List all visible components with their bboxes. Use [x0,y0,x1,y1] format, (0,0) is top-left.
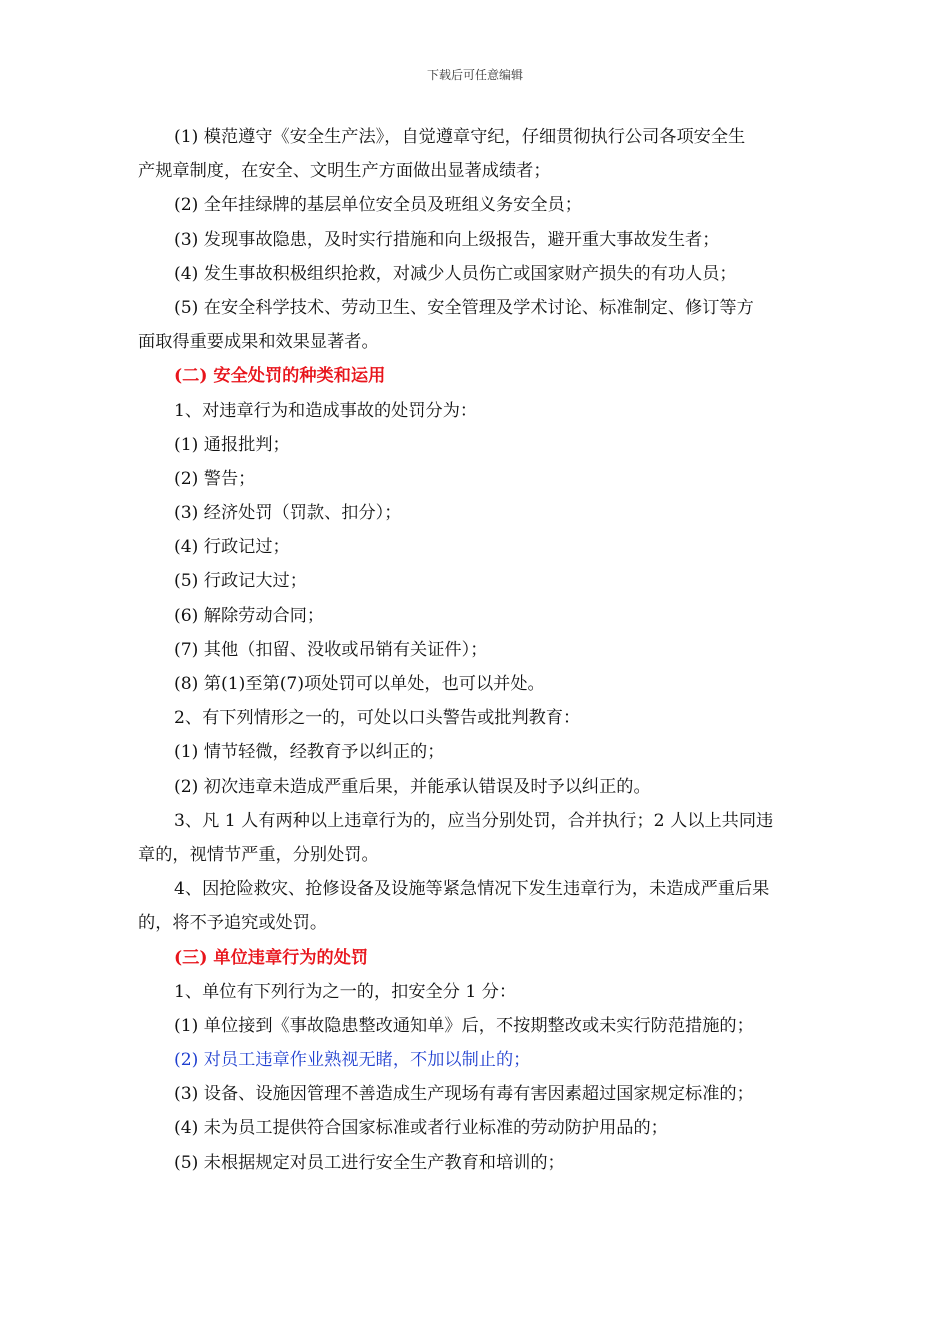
text-line: (7) 其他（扣留、没收或吊销有关证件）； [174,639,488,660]
text-line: (1) 模范遵守《安全生产法》，自觉遵章守纪，仔细贯彻执行公司各项安全生 [174,127,746,147]
text-line: 2、有下列情形之一的，可处以口头警告或批判教育： [174,708,581,729]
text-line: 章的，视情节严重，分别处罚。 [138,844,379,865]
text-line: 1、单位有下列行为之一的，扣安全分 1 分： [174,981,517,1002]
text-line: (1) 单位接到《事故隐患整改通知单》后，不按期整改或未实行防范措施的； [174,1015,754,1036]
text-line: 3、凡 1 人有两种以上违章行为的，应当分别处罚，合并执行；2 人以上共同违 [174,810,774,831]
section-heading: (三) 单位违章行为的处罚 [174,947,369,968]
text-line: (3) 经济处罚（罚款、扣分）； [174,503,402,524]
text-line: 4、因抢险救灾、抢修设备及设施等紧急情况下发生违章行为，未造成严重后果 [174,879,770,900]
text-line: (3) 发现事故隐患，及时实行措施和向上级报告，避开重大事故发生者； [174,229,720,250]
text-line: (2) 对员工违章作业熟视无睹，不加以制止的； [174,1050,531,1071]
text-line: (3) 设备、设施因管理不善造成生产现场有毒有害因素超过国家规定标准的； [174,1084,754,1105]
text-line: 产规章制度，在安全、文明生产方面做出显著成绩者； [138,161,551,182]
text-line: 1、对违章行为和造成事故的处罚分为： [174,400,478,421]
text-line: (2) 警告； [174,468,256,489]
text-line: (4) 未为员工提供符合国家标准或者行业标准的劳动防护用品的； [174,1118,668,1139]
text-line: (2) 全年挂绿牌的基层单位安全员及班组义务安全员； [174,195,582,216]
page-header: 下载后可任意编辑 [426,68,523,82]
text-line: (6) 解除劳动合同； [174,605,325,626]
text-line: (5) 未根据规定对员工进行安全生产教育和培训的； [174,1152,565,1173]
text-line: (1) 通报批判； [174,434,290,455]
text-line: (1) 情节轻微，经教育予以纠正的； [174,742,445,763]
text-line: 的，将不予追究或处罚。 [138,913,328,934]
text-line: (8) 第(1)至第(7)项处罚可以单处，也可以并处。 [174,674,545,694]
section-heading: (二) 安全处罚的种类和运用 [174,366,386,387]
text-line: (5) 在安全科学技术、劳动卫生、安全管理及学术讨论、标准制定、修订等方 [174,297,754,318]
text-line: (4) 发生事故积极组织抢救，对减少人员伤亡或国家财产损失的有功人员； [174,263,737,284]
text-line: 面取得重要成果和效果显著者。 [138,332,379,353]
text-line: (4) 行政记过； [174,537,290,558]
document-body [138,120,838,1180]
text-line: (5) 行政记大过； [174,571,307,592]
text-line: (2) 初次违章未造成严重后果，并能承认错误及时予以纠正的。 [174,776,651,797]
